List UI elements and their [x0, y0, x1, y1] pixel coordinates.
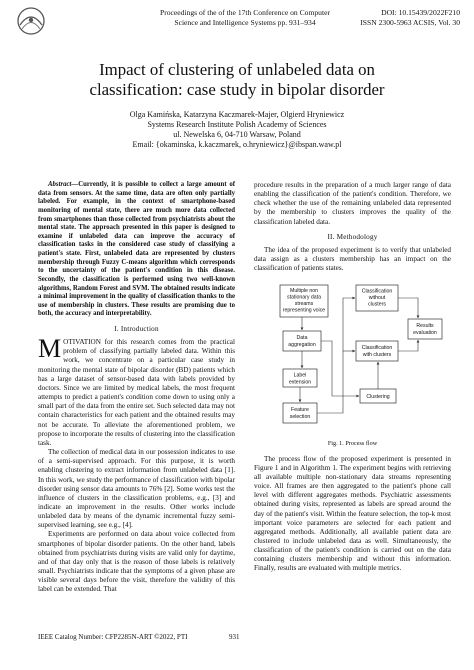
- intro-paragraph-3: Experiments are performed on data about voice collected from smartphones of bipolar disorder patients. On the other hand, labels obtained from psychiatrists during visits are valid only for daytime, and of that day only that is the reason of those labels is relatively small. Psychiatrists indicate that the symptoms of a given phase are visible several days before the visit, therefore the validity of this label can be extended. That: [38, 530, 235, 594]
- node-cls-wo-line-2: without: [368, 295, 386, 302]
- node-results-evaluation: [408, 319, 442, 339]
- intro-paragraph-1: [38, 334, 236, 448]
- drop-cap: M: [38, 334, 62, 364]
- issn: ISSN 2300-5963 ACSIS, Vol. 30: [360, 18, 460, 27]
- node-cls-wo-line-1: Classification: [361, 288, 393, 295]
- title-line-1: Impact of clustering of unlabeled data on: [99, 60, 375, 79]
- node-data-aggregation: [283, 331, 321, 351]
- node-cls-w-line-2: with clusters: [362, 352, 392, 359]
- abstract-lead: Abstract: [48, 181, 72, 188]
- process-flow-diagram: [258, 279, 448, 437]
- intro-paragraph-1-text: OTIVATION for this research comes from the practical problem of classifying partially labeled data. Within this work, we concentrate on a particular case study in monitoring the mental state of bipolar disorder (BD) patients which has a large dataset of sensor-based data with labels provided by doctors. Since we are limited by medical labels, the most frequent attempts to predict a patient's condition come down to using only a small part of the data from the entire set. Such selected data may not contain characteristics for each patient and the obtained results may not be accurate. To alleviate the aforementioned problem, we propose to incorporate the results of clustering into the classification task.: [38, 338, 236, 447]
- intro-paragraph-2: The collection of medical data in our possession indicates to use of a semi-supervised approach. For this purpose, it is worth enabling clustering to extract information from unlabeled data [1]. In this work, we study the performance of classification with bipolar disorder using sensor data amounts to 76% [2]. Some works test the influence of clusters in the classification problems, e.g., [3] and indicate an improvement in the results. Other works include unlabeled data by means of the dynamic incremental fuzzy semi-supervised learning, see e.g., [4].: [38, 448, 236, 530]
- figure-caption: Fig. 1. Process flow: [327, 440, 378, 448]
- node-classification-with-clusters: [356, 341, 398, 361]
- email: Email: {okaminska, k.kaczmarek, o.hryniewicz}@ibspan.waw.pl: [132, 140, 342, 149]
- arrow-with-to-results: [398, 340, 418, 351]
- author-block: [20, 110, 454, 150]
- paper-title: [20, 60, 454, 100]
- address: ul. Newelska 6, 04-710 Warsaw, Poland: [173, 130, 301, 139]
- node-streams-line-4: representing voice: [282, 307, 326, 314]
- header-line-2: Science and Intelligence Systems pp. 931–934: [174, 18, 316, 27]
- node-agg-line-1: Data: [296, 335, 308, 342]
- node-clustering: [360, 389, 396, 403]
- continued-paragraph: procedure results in the preparation of a much larger range of data enabling the classification of the patient's condition. Therefore, we check whether the use of the remaining unlabeled data represented by the membership to clusters improves the quality of the classification labeled data.: [254, 181, 451, 226]
- node-cls-wo-line-3: clusters: [368, 301, 386, 308]
- footer-catalog: IEEE Catalog Number: CFP2285N-ART ©2022, PTI: [38, 633, 188, 641]
- arrow-aggregation-to-clustering: [321, 341, 359, 396]
- author-names: Olga Kamińska, Katarzyna Kaczmarek-Majer, Olgierd Hryniewicz: [129, 110, 345, 119]
- process-flow-figure: [254, 277, 451, 437]
- section-heading-methodology: II. Methodology: [327, 232, 378, 241]
- node-cls-w-line-1: Classification: [361, 345, 393, 352]
- left-column: [38, 181, 235, 595]
- node-label-line-2: extension: [288, 379, 312, 386]
- node-streams-line-3: streams: [294, 301, 314, 308]
- abstract: [38, 181, 235, 319]
- arrow-without-to-results: [398, 298, 418, 318]
- node-clustering-label: Clustering: [366, 394, 390, 401]
- process-flow-paragraph: The process flow of the proposed experiment is presented in Figure 1 and in Algorithm 1. The experiment begins with retrieving all available multiple non-stationary data streams representing voice. All frames are then aggregated to the patient's phone call level with different aggregates methods. Psychiatric assessments obtained during visits, represented as labels are spread around the day of the patient's visit. Within the feature selection, the top-k most important voice parameters are selected for each patient and aggregated methods. Additionally, all available patient data are clustered to include unlabeled data as well. Simultaneously, the classification of the patient's condition is carried out on the data containing clusters membership and without this information. Finally, results are evaluated with multiple metrics.: [254, 454, 451, 573]
- doi: DOI: 10.15439/2022F210: [381, 8, 460, 17]
- node-results-line-1: Results: [416, 323, 434, 330]
- node-classification-without-clusters: [356, 285, 398, 311]
- abstract-text: —Currently, it is possible to collect a large amount of data from sensors. At the same time, data are often only partially labeled. For example, in the context of smartphone-based monitoring of mental state, there are much more data collected from smartphones than those collected from psychiatrists about the mental state. The approach presented in this paper is designed to examine if unlabeled data can improve the accuracy of classification tasks in the considered case study of classifying a patient's state. First, unlabeled data are represented by clusters membership through Fuzzy C-means algorithm which corresponds to the uncertainty of the patient's condition in this disease. Secondly, the classification is performed using two well-known algorithms, Random Forest and SVM. The obtained results indicate a minimal improvement in the quality of classification thanks to the use of membership in clusters. These results are promising due to both, the accuracy and interpretability.: [38, 181, 235, 318]
- node-feat-line-1: Feature: [291, 407, 309, 414]
- title-line-2: classification: case study in bipolar disorder: [89, 80, 385, 99]
- node-label-extension: [283, 369, 317, 387]
- section-heading-introduction: I. Introduction: [114, 325, 159, 333]
- methodology-paragraph: The idea of the proposed experiment is to verify that unlabeled data assign as a clusters membership has an impact on the classification of patients states.: [254, 245, 451, 273]
- affiliation: Systems Research Institute Polish Academy of Sciences: [147, 120, 327, 129]
- header-identifiers: [310, 8, 460, 28]
- node-feature-selection: [283, 403, 317, 423]
- node-streams-line-1: Multiple non: [290, 288, 318, 295]
- node-feat-line-2: selection: [289, 414, 311, 421]
- node-results-line-2: evaluation: [413, 330, 437, 337]
- node-agg-line-2: aggregation: [288, 342, 316, 349]
- header-line-1: Proceedings of the of the 17th Conference on Computer: [160, 8, 330, 17]
- node-data-streams: [280, 285, 328, 317]
- node-streams-line-2: stationary data: [286, 294, 322, 301]
- acsis-logo: [12, 6, 50, 37]
- page-number: 931: [229, 633, 240, 641]
- node-label-line-1: Label: [293, 372, 307, 379]
- right-column: [254, 181, 451, 574]
